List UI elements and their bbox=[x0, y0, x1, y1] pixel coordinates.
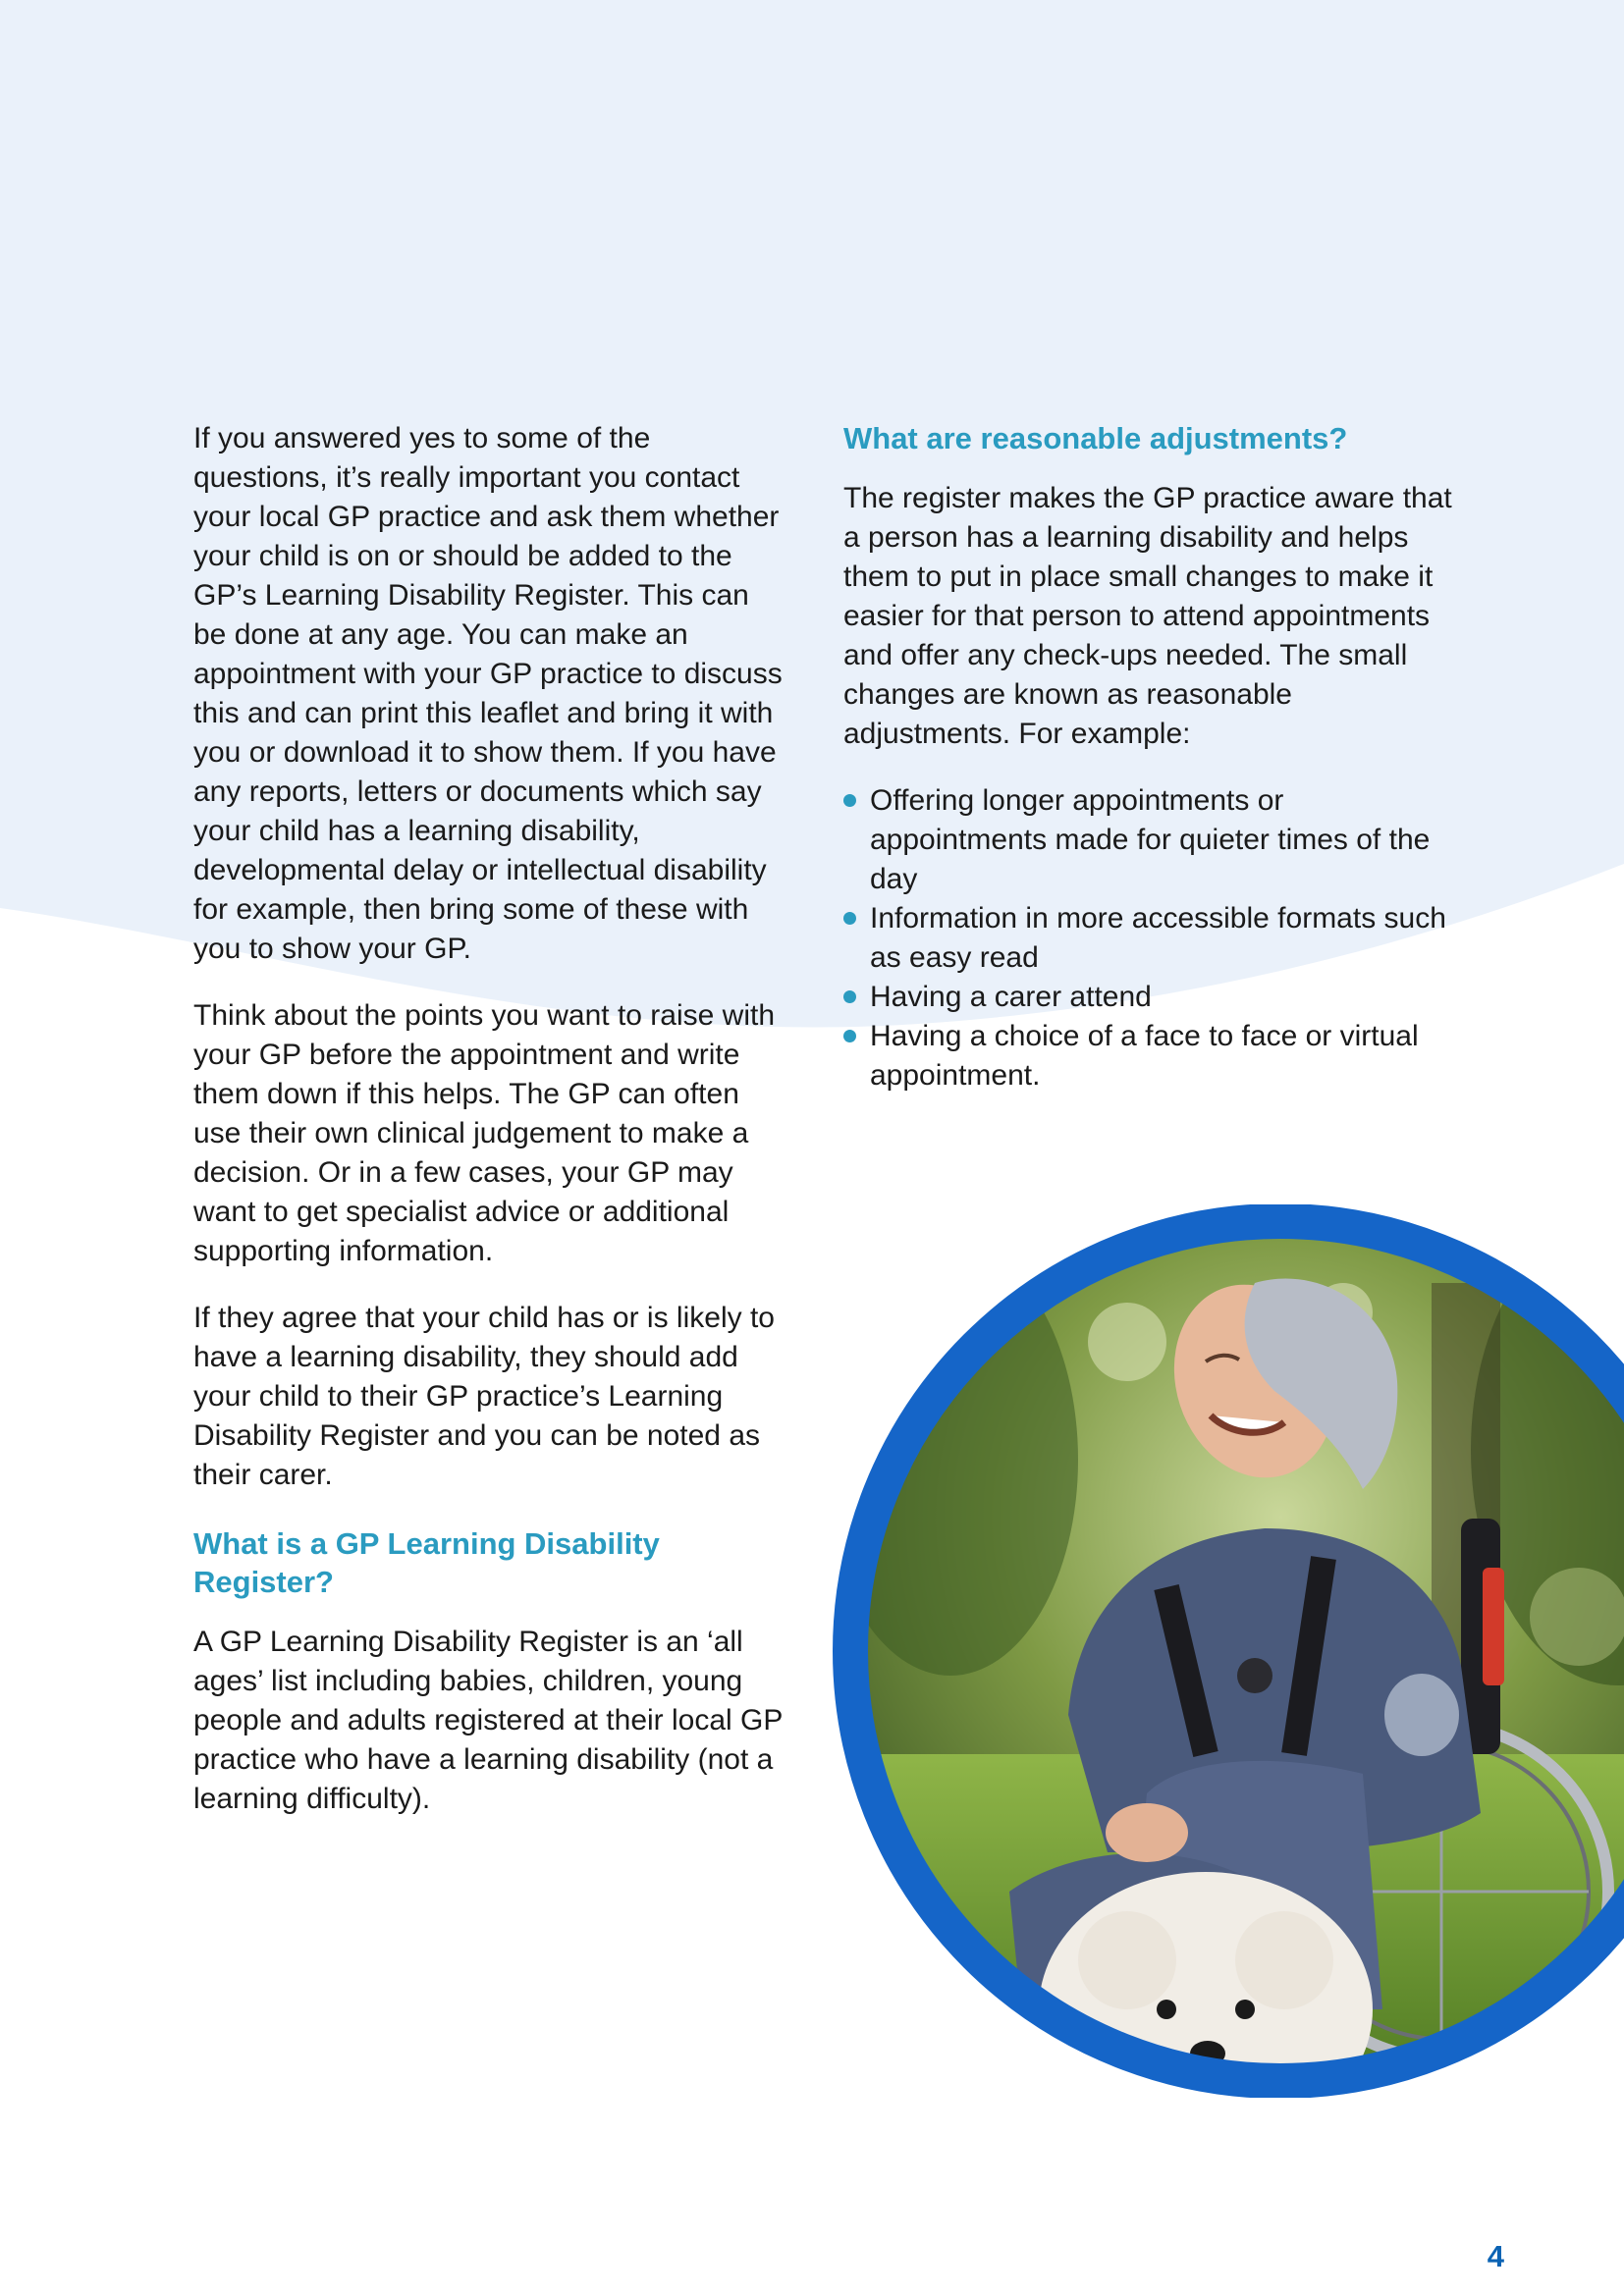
right-column bbox=[843, 419, 1452, 1095]
page-number: 4 bbox=[1487, 2239, 1504, 2273]
register-definition-paragraph: A GP Learning Disability Register is an ‘all ages’ list including babies, children, young people and adults registered at their local GP practice who have a learning disability (not a learning difficulty). bbox=[193, 1626, 783, 1815]
list-item: Offering longer appointments or appointments made for quieter times of the day bbox=[843, 781, 1452, 899]
left-column bbox=[193, 419, 783, 1846]
register-heading: What is a GP Learning Disability Register? bbox=[193, 1526, 660, 1599]
points-paragraph: Think about the points you want to raise with your GP before the appointment and write them down if this helps. The GP can often use their own clinical judgement to make a decision. Or in a few cases, your GP may want to get specialist advice or additional supporting information. bbox=[193, 999, 776, 1267]
bullet-dot-icon bbox=[843, 990, 856, 1003]
intro-paragraph: If you answered yes to some of the questions, it’s really important you contact your local GP practice and ask them whether your child is on or should be added to the GP’s Learning Disability Register. This can be done at any age. You can make an appointment with your GP practice to discuss this and can print this leaflet and bring it with you or download it to show them. If you have any reports, letters or documents which say your child has a learning disability, developmental delay or intellectual disability for example, then bring some of these with you to show your GP. bbox=[193, 422, 783, 965]
child-wheelchair-photo bbox=[833, 1204, 1624, 2098]
list-item: Information in more accessible formats such as easy read bbox=[843, 899, 1452, 978]
bullet-dot-icon bbox=[843, 912, 856, 925]
adjustments-list bbox=[843, 781, 1452, 1095]
adjustments-heading: What are reasonable adjustments? bbox=[843, 421, 1348, 455]
bullet-dot-icon bbox=[843, 1030, 856, 1042]
agreement-paragraph: If they agree that your child has or is likely to have a learning disability, they should add your child to their GP practice’s Learning Disability Register and you can be noted as their carer. bbox=[193, 1302, 775, 1491]
bullet-dot-icon bbox=[843, 794, 856, 807]
list-item: Having a choice of a face to face or virtual appointment. bbox=[843, 1017, 1452, 1095]
adjustments-paragraph: The register makes the GP practice aware that a person has a learning disability and helps them to put in place small changes to make it easier for that person to attend appointments and offer any check-ups needed. The small changes are known as reasonable adjustments. For example: bbox=[843, 482, 1452, 750]
list-item: Having a carer attend bbox=[843, 978, 1452, 1017]
